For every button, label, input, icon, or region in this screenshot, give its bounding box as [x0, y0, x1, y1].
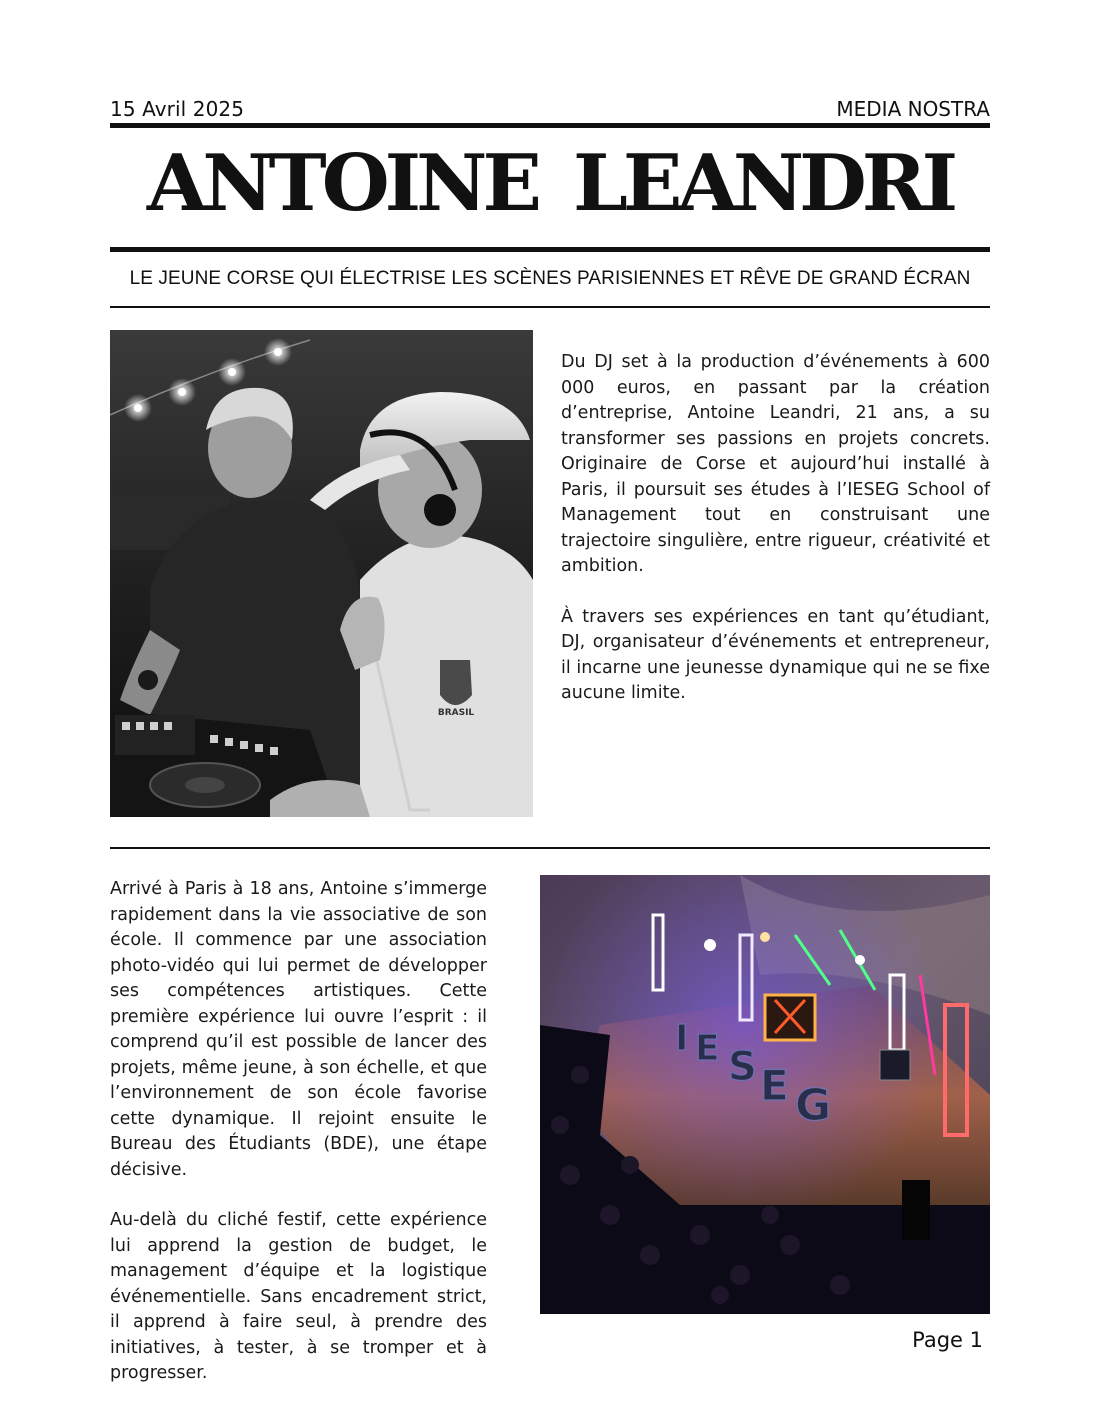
- ieseg-event-photo: [540, 875, 990, 1314]
- intro-paragraph-2: À travers ses expériences en tant qu’étudiant, DJ, organisateur d’événements et entrepreneur, il incarne une jeunesse dynamique qui ne se fixe aucune limite.: [561, 606, 990, 703]
- subheadline: LE JEUNE CORSE QUI ÉLECTRISE LES SCÈNES PARISIENNES ET RÊVE DE GRAND ÉCRAN: [129, 268, 971, 289]
- letter-e2: E: [760, 1061, 789, 1110]
- bde-paragraph-2: Au-delà du cliché festif, cette expérience lui apprend la gestion de budget, le management d’équipe et la logistique événementielle. Sans encadrement strict, il apprend à faire seul, à prendre des initiatives, à tester, à se tromper et à progresser.: [110, 1210, 487, 1383]
- page-number: Page 1: [912, 1328, 983, 1352]
- top-rule: [110, 123, 990, 128]
- subheadline-rule: [110, 306, 990, 308]
- intro-text: [561, 350, 990, 732]
- bde-paragraph-1: Arrivé à Paris à 18 ans, Antoine s’immerge rapidement dans la vie associative de son école. Il commence par une association photo-vidéo qui lui permet de développer ses compétences artistiques. Cette première expérience lui ouvre l’esprit : il comprend qu’il est possible de lancer des projets, même jeune, à son échelle, et que l’environnement de son école favorise cette dynamique. Il rejoint ensuite le Bureau des Étudiants (BDE), une étape décisive.: [110, 879, 487, 1180]
- shirt-text: BRASIL: [437, 708, 475, 718]
- dj-photo: [110, 330, 533, 817]
- headline: ANTOINE LEANDRI: [146, 138, 954, 229]
- bde-text: [110, 877, 487, 1412]
- letter-s: S: [728, 1044, 757, 1090]
- issue-date: 15 Avril 2025: [110, 97, 245, 121]
- intro-paragraph-1: Du DJ set à la production d’événements à 600 000 euros, en passant par la création d’entreprise, Antoine Leandri, 21 ans, a su transformer ses passions en projets concrets. Originaire de Corse et aujourd’hui installé à Paris, il poursuit ses études à l’IESEG School of Management tout en construisant une trajectoire singulière, entre rigueur, créativité et ambition.: [561, 352, 990, 576]
- letter-i: I: [675, 1018, 689, 1059]
- section-divider: [110, 847, 990, 849]
- publication-name: MEDIA NOSTRA: [836, 97, 990, 121]
- letter-g: G: [795, 1080, 832, 1131]
- headline-rule: [110, 247, 990, 252]
- letter-e1: E: [695, 1028, 720, 1069]
